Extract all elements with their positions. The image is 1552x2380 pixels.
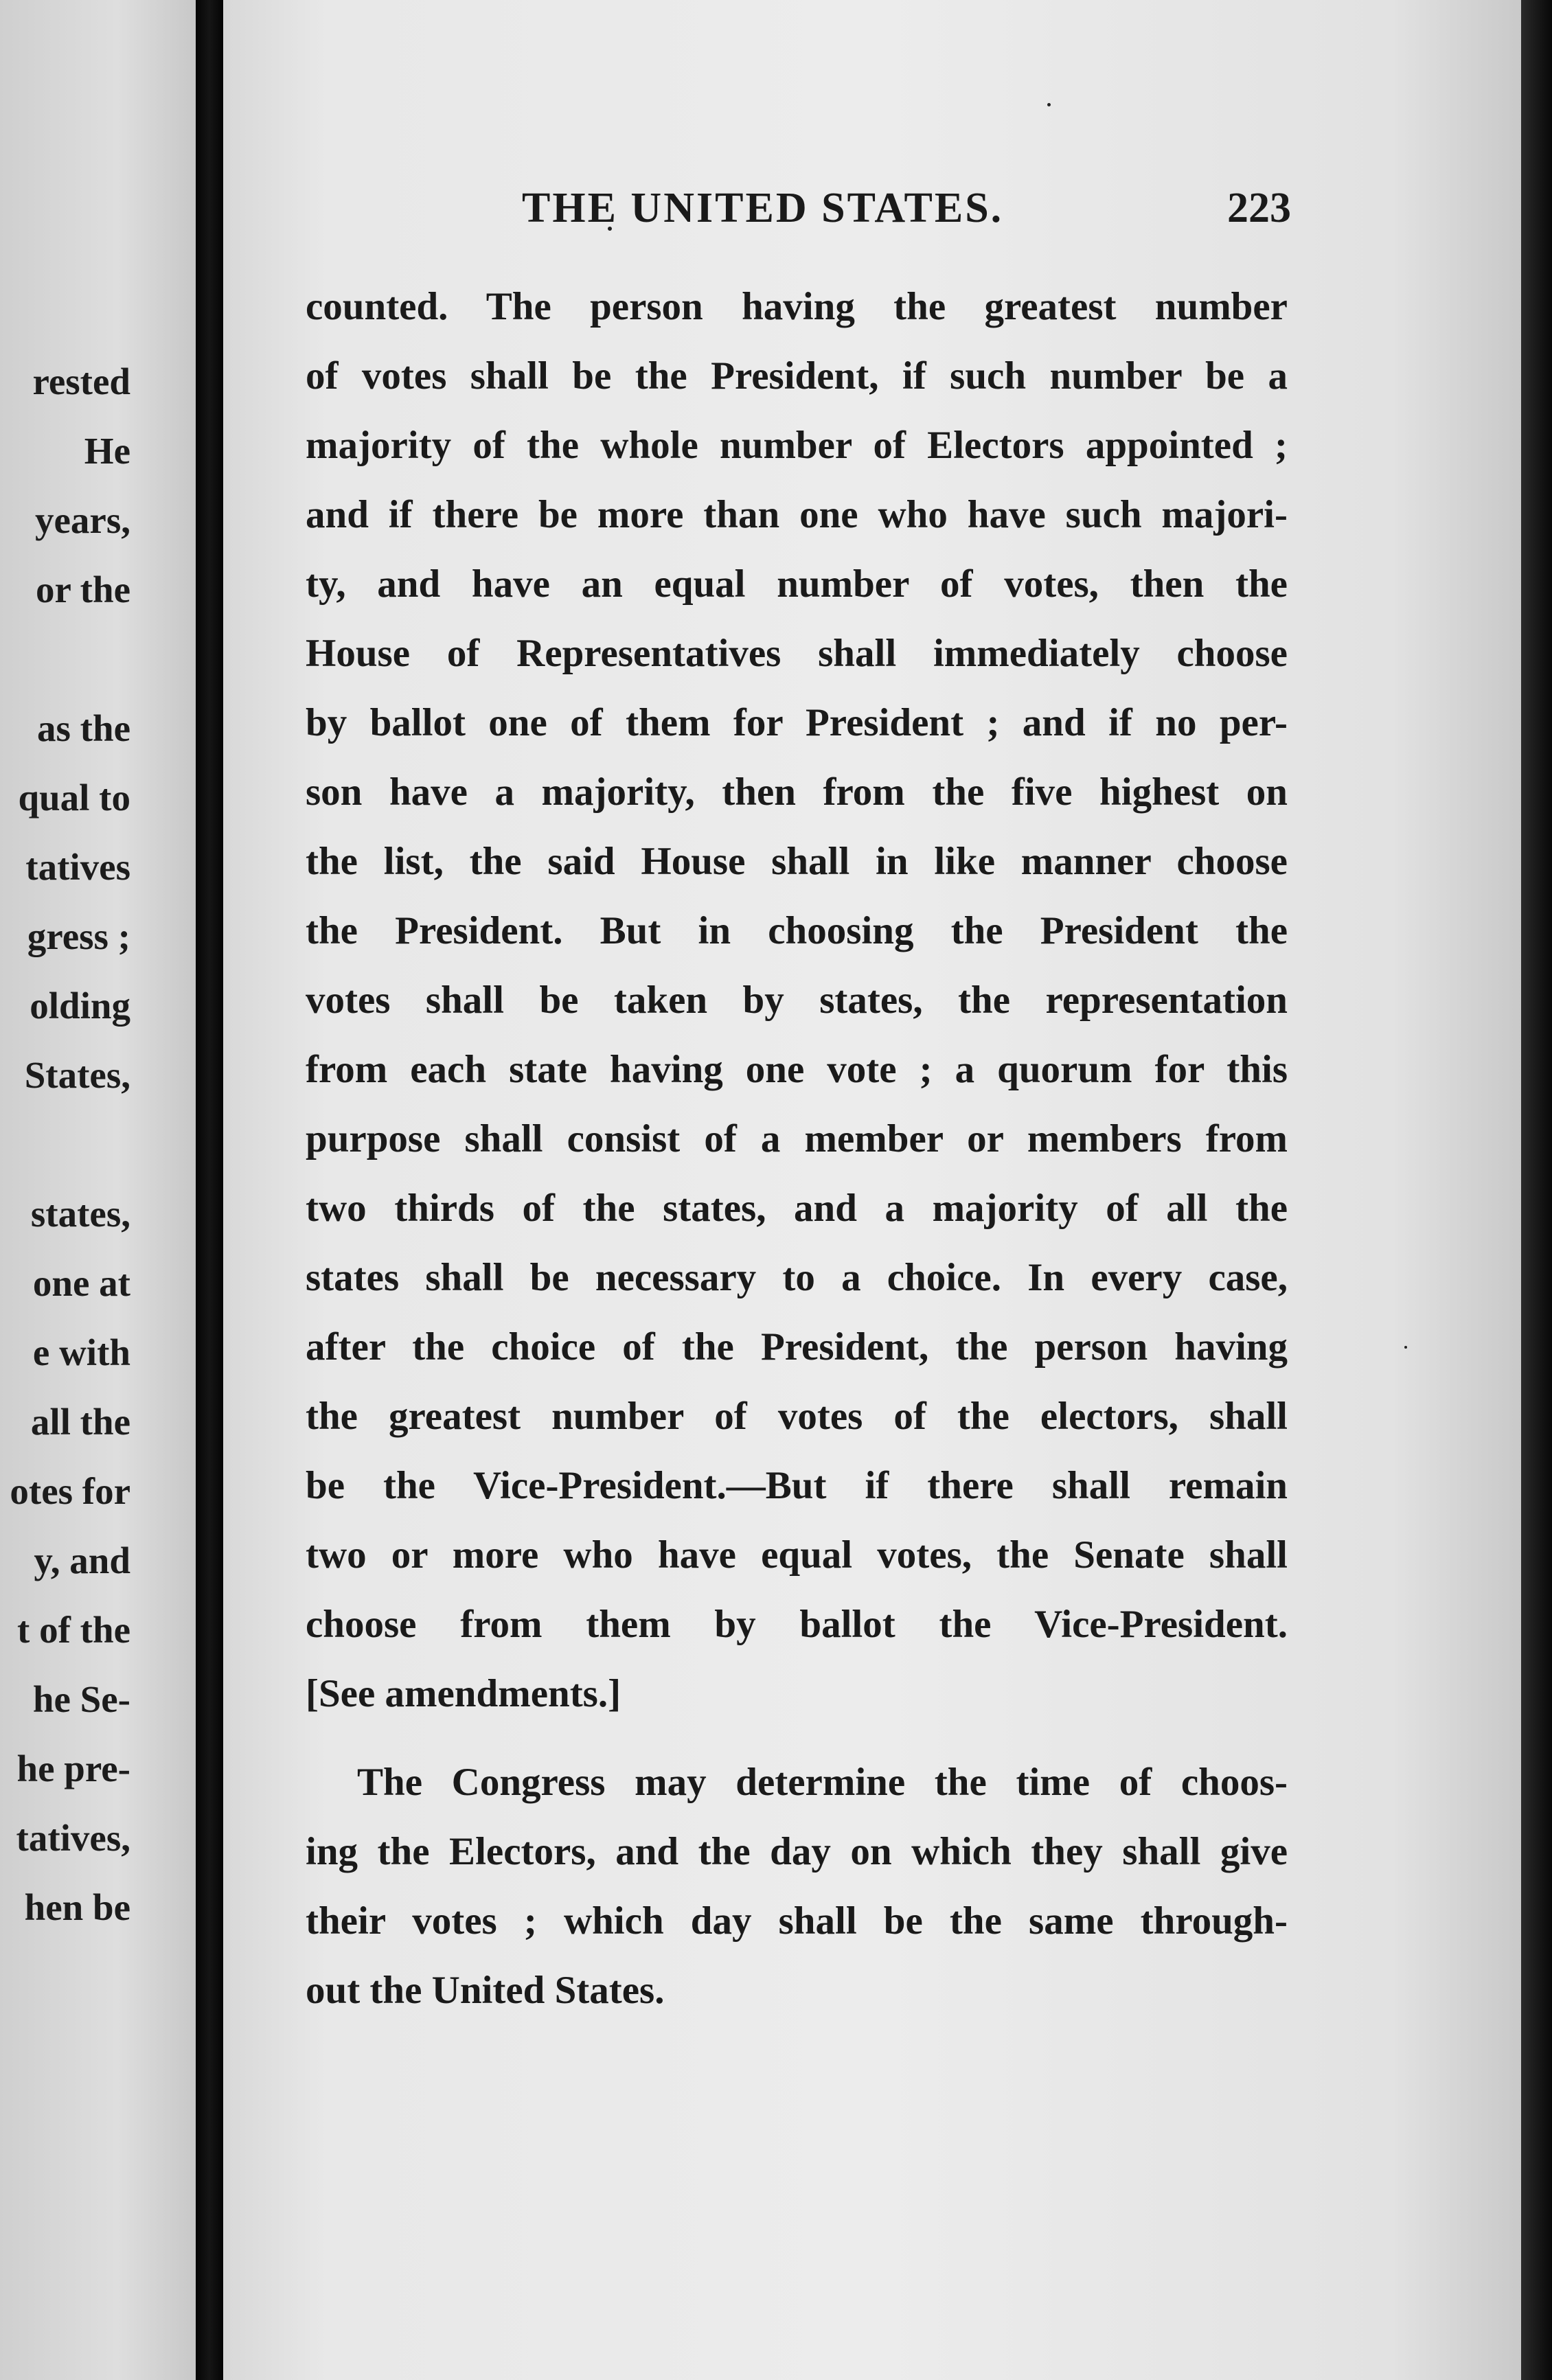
left-line: qual to bbox=[18, 777, 130, 819]
running-head: THE UNITED STATES. bbox=[522, 185, 1004, 231]
left-line: He bbox=[84, 430, 130, 472]
left-line: he Se- bbox=[32, 1678, 130, 1720]
text-line: states shall be necessary to a choice. In every case, bbox=[306, 1256, 1288, 1299]
left-line: rested bbox=[32, 361, 130, 402]
left-facing-page bbox=[0, 0, 196, 2380]
ink-speck bbox=[1404, 1346, 1407, 1349]
text-line: purpose shall consist of a member or members from bbox=[306, 1117, 1288, 1160]
left-line: hen be bbox=[24, 1886, 130, 1928]
left-blank-line bbox=[0, 1110, 130, 1179]
text-line: the greatest number of votes of the electors, shall bbox=[306, 1395, 1288, 1438]
left-line: olding bbox=[30, 985, 130, 1027]
text-line: choose from them by ballot the Vice-President. bbox=[306, 1603, 1288, 1646]
left-line: gress ; bbox=[27, 915, 130, 957]
text-line: their votes ; which day shall be the same through- bbox=[306, 1899, 1288, 1943]
text-line: two or more who have equal votes, the Senate shall bbox=[306, 1533, 1288, 1577]
left-page-text-fragments bbox=[0, 347, 130, 1942]
left-line: t of the bbox=[17, 1609, 130, 1651]
text-line: by ballot one of them for President ; and if no per- bbox=[306, 701, 1288, 744]
text-line: The Congress may determine the time of choos- bbox=[357, 1761, 1288, 1804]
text-line: votes shall be taken by states, the representation bbox=[306, 979, 1288, 1022]
text-line: out the United States. bbox=[306, 1969, 665, 2012]
text-line: son have a majority, then from the five highest on bbox=[306, 770, 1288, 814]
text-line: from each state having one vote ; a quorum for this bbox=[306, 1048, 1288, 1091]
text-line: House of Representatives shall immediately choose bbox=[306, 632, 1288, 675]
left-line: as the bbox=[37, 707, 130, 749]
text-line: the list, the said House shall in like manner choose bbox=[306, 840, 1288, 883]
text-line: ty, and have an equal number of votes, then the bbox=[306, 562, 1288, 606]
left-line: otes for bbox=[10, 1470, 130, 1512]
page-header bbox=[295, 184, 1291, 246]
left-line: one at bbox=[32, 1262, 130, 1304]
text-line: majority of the whole number of Electors appointed ; bbox=[306, 424, 1288, 467]
body-text bbox=[306, 272, 1288, 2025]
left-line: states, bbox=[30, 1193, 130, 1235]
text-line: of votes shall be the President, if such number be a bbox=[306, 354, 1288, 398]
page-right-edge bbox=[1521, 0, 1552, 2380]
text-line: the President. But in choosing the President the bbox=[306, 909, 1288, 952]
left-line: tatives bbox=[25, 846, 130, 888]
left-line: years, bbox=[35, 499, 130, 541]
text-line: after the choice of the President, the person having bbox=[306, 1325, 1288, 1369]
left-line: e with bbox=[32, 1331, 130, 1373]
text-line: and if there be more than one who have such majori- bbox=[306, 493, 1288, 536]
book-gutter bbox=[196, 0, 223, 2380]
left-blank-line bbox=[0, 624, 130, 694]
left-line: States, bbox=[24, 1054, 130, 1096]
text-line: counted. The person having the greatest number bbox=[306, 285, 1288, 328]
ink-speck bbox=[1047, 103, 1051, 106]
left-line: he pre- bbox=[16, 1748, 130, 1789]
left-line: all the bbox=[30, 1401, 130, 1443]
text-line: two thirds of the states, and a majority of all the bbox=[306, 1187, 1288, 1230]
page-number: 223 bbox=[1227, 185, 1291, 231]
text-line: [See amendments.] bbox=[306, 1672, 621, 1715]
left-line: y, and bbox=[34, 1540, 130, 1581]
left-line: or the bbox=[36, 569, 130, 610]
text-line: be the Vice-President.—But if there shall remain bbox=[306, 1464, 1288, 1507]
text-line: ing the Electors, and the day on which they shall give bbox=[306, 1830, 1288, 1873]
left-line: tatives, bbox=[16, 1817, 130, 1859]
paragraph-gap bbox=[306, 1728, 1288, 1748]
